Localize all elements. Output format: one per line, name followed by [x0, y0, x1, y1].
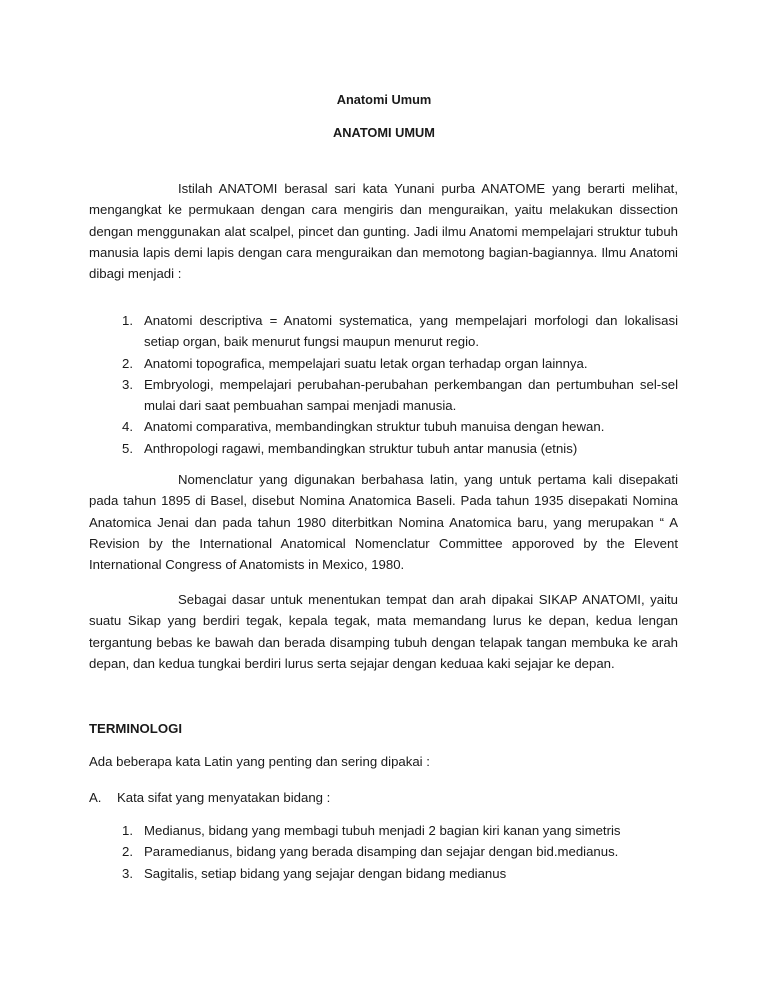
list-item — [89, 416, 678, 437]
section-a-label: A. — [89, 790, 102, 805]
list-number: 2. — [122, 844, 133, 860]
list-number: 2. — [122, 355, 133, 371]
list-number: 3. — [122, 376, 133, 392]
main-heading: ANATOMI UMUM — [333, 125, 435, 140]
list-text: Anatomi comparativa, membandingkan struktur tubuh manuisa dengan hewan. — [144, 419, 605, 435]
list-text: Anthropologi ragawi, membandingkan struktur tubuh antar manusia (etnis) — [144, 440, 578, 456]
list-item — [89, 841, 678, 862]
list-number: 4. — [122, 419, 133, 435]
list-item — [89, 438, 678, 459]
list-text: Anatomi descriptiva = Anatomi systematica, yang mempelajari morfologi dan lokalisasi setiap organ, baik menurut fungsi maupun menurut regio. — [144, 313, 678, 350]
list-item — [89, 310, 678, 353]
list-text: Anatomi topografica, mempelajari suatu letak organ terhadap organ lainnya. — [144, 355, 588, 371]
intro-paragraph: Istilah ANATOMI berasal sari kata Yunani purba ANATOME yang berarti melihat, mengangkat ke permukaan dengan cara mengiris dan menguraikan, yaitu melakukan dissection dengan menggunakan alat scalpel, pincet dan gunting. Jadi ilmu Anatomi mempelajari struktur tubuh manusia lapis demi lapis dengan cara menguraikan dan memotong bagian-bagiannya. Ilmu Anatomi dibagi menjadi : — [89, 181, 678, 282]
terminology-intro: Ada beberapa kata Latin yang penting dan sering dipakai : — [89, 754, 430, 769]
terminology-heading: TERMINOLOGI — [89, 721, 183, 736]
list-number: 1. — [122, 823, 133, 838]
section-a-text: Kata sifat yang menyatakan bidang : — [117, 790, 331, 805]
terminology-list — [89, 820, 678, 884]
list-number: 1. — [122, 313, 133, 328]
list-item — [89, 374, 678, 417]
list-text: Medianus, bidang yang membagi tubuh menjadi 2 bagian kiri kanan yang simetris — [144, 823, 621, 838]
list-text: Paramedianus, bidang yang berada disamping dan sejajar dengan bid.medianus. — [144, 844, 619, 860]
nomenclature-paragraph: Nomenclatur yang digunakan berbahasa latin, yang untuk pertama kali disepakati pada tahun 1895 di Basel, disebut Nomina Anatomica Baseli. Pada tahun 1935 disepakati Nomina Anatomica Jenai dan pada tahun 1980 diterbitkan Nomina Anatomica baru, yang merupakan “ A Revision by the International Anatomical Nomenclatur Committee apporoved by the Elevent International Congress of Anatomists in Mexico, 1980. — [89, 472, 678, 573]
list-item — [89, 820, 678, 841]
list-number: 3. — [122, 865, 133, 881]
sikap-anatomi-paragraph: Sebagai dasar untuk menentukan tempat dan arah dipakai SIKAP ANATOMI, yaitu suatu Sikap yang berdiri tegak, kepala tegak, mata memandang lurus ke depan, kedua lengan tergantung bebas ke bawah dan berada disamping tubuh dengan telapak tangan membuka ke arah depan, dan kedua tungkai berdiri lurus serta sejajar dengan keduaa kaki sejajar ke depan. — [89, 592, 678, 671]
list-text: Embryologi, mempelajari perubahan-perubahan perkembangan dan pertumbuhan sel-sel mulai dari saat pembuahan sampai menjadi manusia. — [144, 376, 678, 414]
list-item — [89, 863, 678, 884]
list-item — [89, 353, 678, 374]
list-text: Sagitalis, setiap bidang yang sejajar dengan bidang medianus — [144, 865, 507, 881]
list-number: 5. — [122, 440, 133, 456]
document-title: Anatomi Umum — [336, 92, 432, 107]
divisions-list — [89, 310, 678, 459]
